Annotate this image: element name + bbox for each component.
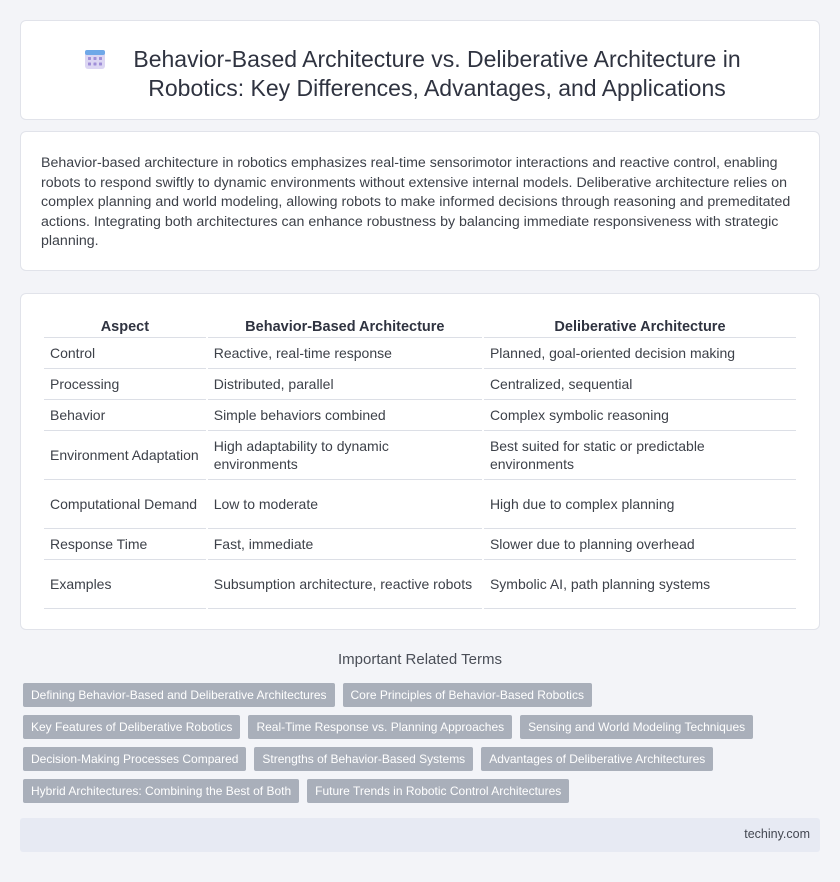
page-title: Behavior-Based Architecture vs. Deliberative Architecture in Robotics: Key Differences, Advantages, and Applications	[133, 46, 741, 101]
header-deliberative: Deliberative Architecture	[484, 316, 796, 338]
related-term-tag[interactable]: Core Principles of Behavior-Based Robotics	[343, 683, 592, 707]
table-row	[44, 369, 796, 400]
cell-aspect: Behavior	[44, 400, 206, 431]
related-term-tag[interactable]: Key Features of Deliberative Robotics	[23, 715, 240, 739]
comparison-card	[20, 293, 820, 630]
cell-behavior-based: Low to moderate	[208, 480, 482, 529]
intro-paragraph: Behavior-based architecture in robotics emphasizes real-time sensorimotor interactions and reactive control, enabling robots to respond swiftly to dynamic environments without extensive internal models. Deliberative architecture relies on complex planning and world modeling, allowing robots to make informed decisions through reasoning and premeditated actions. Integrating both architectures can enhance robustness by balancing immediate responsiveness with strategic planning.	[41, 155, 791, 250]
cell-aspect: Control	[44, 338, 206, 369]
related-term-tag[interactable]: Sensing and World Modeling Techniques	[520, 715, 753, 739]
cell-deliberative: Centralized, sequential	[484, 369, 796, 400]
cell-aspect: Examples	[44, 560, 206, 609]
cell-behavior-based: Simple behaviors combined	[208, 400, 482, 431]
table-row	[44, 400, 796, 431]
related-term-tag[interactable]: Decision-Making Processes Compared	[23, 747, 246, 771]
comparison-table	[42, 316, 798, 609]
cell-deliberative: Slower due to planning overhead	[484, 529, 796, 560]
table-row	[44, 480, 796, 529]
cell-behavior-based: Reactive, real-time response	[208, 338, 482, 369]
related-term-tag[interactable]: Real-Time Response vs. Planning Approaches	[248, 715, 512, 739]
table-row	[44, 529, 796, 560]
related-term-tag[interactable]: Hybrid Architectures: Combining the Best of Both	[23, 779, 299, 803]
related-term-tag[interactable]: Future Trends in Robotic Control Architectures	[307, 779, 569, 803]
footer	[20, 818, 820, 852]
table-row	[44, 431, 796, 480]
related-terms-list	[23, 683, 813, 803]
table-row	[44, 560, 796, 609]
cell-deliberative: Symbolic AI, path planning systems	[484, 560, 796, 609]
cell-aspect: Environment Adaptation	[44, 431, 206, 480]
cell-behavior-based: Distributed, parallel	[208, 369, 482, 400]
title-card	[20, 20, 820, 120]
table-header-row	[44, 316, 796, 338]
table-row	[44, 338, 796, 369]
cell-deliberative: Planned, goal-oriented decision making	[484, 338, 796, 369]
cell-behavior-based: Subsumption architecture, reactive robots	[208, 560, 482, 609]
cell-aspect: Processing	[44, 369, 206, 400]
header-behavior-based: Behavior-Based Architecture	[208, 316, 482, 338]
site-name[interactable]: techiny.com	[744, 827, 810, 841]
intro-card	[20, 131, 820, 271]
cell-behavior-based: High adaptability to dynamic environments	[208, 431, 482, 480]
cell-behavior-based: Fast, immediate	[208, 529, 482, 560]
related-term-tag[interactable]: Defining Behavior-Based and Deliberative Architectures	[23, 683, 335, 707]
cell-deliberative: High due to complex planning	[484, 480, 796, 529]
related-term-tag[interactable]: Strengths of Behavior-Based Systems	[254, 747, 473, 771]
cell-aspect: Computational Demand	[44, 480, 206, 529]
cell-deliberative: Complex symbolic reasoning	[484, 400, 796, 431]
related-term-tag[interactable]: Advantages of Deliberative Architectures	[481, 747, 713, 771]
cell-aspect: Response Time	[44, 529, 206, 560]
related-terms-title: Important Related Terms	[338, 651, 502, 668]
header-aspect: Aspect	[44, 316, 206, 338]
cell-deliberative: Best suited for static or predictable environments	[484, 431, 796, 480]
